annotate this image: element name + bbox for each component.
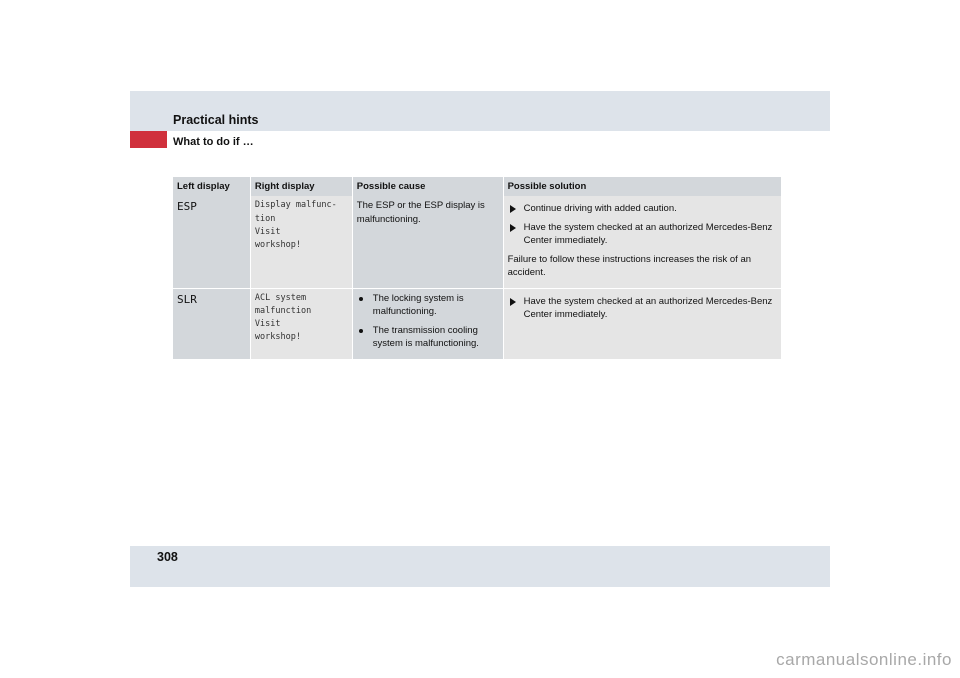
warning-note: Failure to follow these instructions increases the risk of an accident.: [507, 253, 752, 279]
solution-step: [508, 202, 777, 215]
table-header-row: [173, 177, 781, 196]
table-row: [173, 196, 781, 287]
right-display-cell: [251, 288, 353, 359]
cause-cell: [353, 196, 504, 287]
page-number: 308: [157, 550, 178, 564]
left-display-message: ESP: [177, 200, 197, 214]
left-display-cell: [173, 196, 251, 287]
header-possible-solution: Possible solution: [504, 177, 781, 196]
arrow-right-icon: [510, 205, 516, 213]
troubleshooting-table: [173, 177, 781, 359]
cause-text: The transmission cooling system is malfunctioning.: [372, 324, 479, 350]
header-possible-cause: Possible cause: [353, 177, 504, 196]
solution-step: [508, 295, 777, 322]
cause-item: [357, 292, 499, 319]
table-row: [173, 288, 781, 359]
right-display-message: ACL system malfunction Visit workshop!: [254, 292, 312, 343]
section-title: Practical hints: [173, 113, 259, 127]
solution-cell: [504, 196, 781, 287]
left-display-message: SLR: [177, 292, 197, 306]
cause-text: The locking system is malfunctioning.: [372, 292, 464, 318]
cause-item: [357, 324, 499, 351]
solution-cell: [504, 288, 781, 359]
section-marker: [130, 131, 167, 148]
header-band: [130, 91, 830, 131]
right-display-cell: [251, 196, 353, 287]
watermark: carmanualsonline.info: [776, 650, 952, 669]
solution-text: Have the system checked at an authorized Mercedes-Benz Center immediately.: [523, 221, 773, 247]
left-display-cell: [173, 288, 251, 359]
cause-cell: [353, 288, 504, 359]
solution-step: [508, 221, 777, 248]
bullet-icon: [359, 329, 363, 333]
footer-band: [130, 546, 830, 587]
bullet-icon: [359, 297, 363, 301]
cause-text: The ESP or the ESP display is malfunctioning.: [356, 200, 485, 225]
arrow-right-icon: [510, 298, 516, 306]
header-right-display: Right display: [251, 177, 353, 196]
right-display-message: Display malfunc- tion Visit workshop!: [254, 200, 337, 250]
solution-text: Have the system checked at an authorized Mercedes-Benz Center immediately.: [523, 295, 773, 321]
header-left-display: Left display: [173, 177, 251, 196]
solution-text: Continue driving with added caution.: [523, 203, 677, 215]
arrow-right-icon: [510, 224, 516, 232]
page-subtitle: What to do if …: [173, 136, 254, 148]
